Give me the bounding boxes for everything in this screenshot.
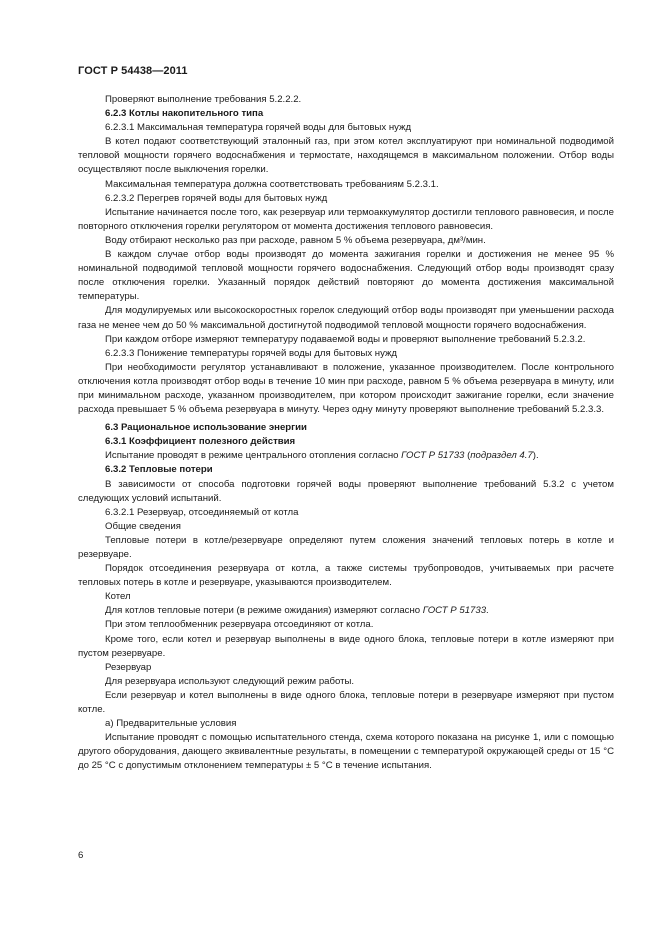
paragraph: При каждом отборе измеряют температуру подаваемой воды и проверяют выполнение требований 5.2.3.2. <box>105 333 586 345</box>
paragraph <box>78 604 614 618</box>
text-run: . <box>486 605 489 617</box>
text-run: ( <box>464 450 471 462</box>
paragraph: При этом теплообменник резервуара отсоединяют от котла. <box>105 619 374 631</box>
paragraph: При необходимости регулятор устанавливают в положение, указанное производителем. После контрольного отключения котла производят отбор воды в течение 10 мин при расходе, равном 5 % объема резервуара в минуту, или при минимальном расходе, указанном производителем, при котором происходит зажигание горелки, если значение расхода превышает 5 % объема резервуара в минуту. Через одну минуту проверяют выполнение требований 5.2.3.3. <box>78 361 614 416</box>
reference-link: ГОСТ Р 51733 <box>401 450 465 462</box>
paragraph: Порядок отсоединения резервуара от котла, а также системы трубопроводов, учитываемых при расчете тепловых потерь в котле и резервуаре, указываются производителем. <box>78 563 614 589</box>
subsection-heading: 6.2.3.1 Максимальная температура горячей воды для бытовых нужд <box>105 122 412 134</box>
subsection-heading: 6.2.3.2 Перегрев горячей воды для бытовых нужд <box>105 192 328 204</box>
paragraph: Для резервуара используют следующий режим работы. <box>105 675 355 687</box>
document-header: ГОСТ Р 54438—2011 <box>78 65 188 77</box>
paragraph: Кроме того, если котел и резервуар выполнены в виде одного блока, тепловые потери в котле измеряют при пустом резервуаре. <box>78 633 614 659</box>
section-heading: 6.2.3 Котлы накопительного типа <box>105 108 264 120</box>
section-heading: 6.3.2 Тепловые потери <box>105 464 213 476</box>
subsection-heading: 6.2.3.3 Понижение температуры горячей воды для бытовых нужд <box>105 347 398 359</box>
paragraph: В зависимости от способа подготовки горячей воды проверяют выполнение требований 5.3.2 с учетом следующих условий испытаний. <box>78 478 614 504</box>
section-heading: 6.3.1 Коэффициент полезного действия <box>105 436 296 448</box>
paragraph: Для модулируемых или высокоскоростных горелок следующий отбор воды производят при уменьшении расхода газа не менее чем до 50 % максимальной достигнутой подводимой тепловой мощности горячего водоснабжения. <box>78 305 614 331</box>
subsection-heading: 6.3.2.1 Резервуар, отсоединяемый от котла <box>105 506 299 518</box>
reference-link: ГОСТ Р 51733 <box>422 605 487 617</box>
section-heading: 6.3 Рациональное использование энергии <box>105 422 307 434</box>
page-number: 6 <box>78 850 84 861</box>
paragraph: Испытание проводят с помощью испытательного стенда, схема которого показана на рисунке 1, или с помощью другого оборудования, дающего эквивалентные результаты, в помещении с температурой окружающей среды от 15 °C до 25 °C с допустимым отклонением температуры ± 5 °C в течение испытания. <box>78 732 614 772</box>
paragraph: Тепловые потери в котле/резервуаре определяют путем сложения значений тепловых потерь в котле и резервуаре. <box>78 534 614 560</box>
text-run: Для котлов тепловые потери (в режиме ожидания) измеряют согласно <box>105 605 423 617</box>
list-item: а) Предварительные условия <box>105 718 237 730</box>
subheading: Общие сведения <box>105 520 181 532</box>
paragraph: Воду отбирают несколько раз при расходе, равном 5 % объема резервуара, дм³/мин. <box>105 234 486 246</box>
text-run: Испытание проводят в режиме центрального отопления согласно <box>105 450 402 462</box>
paragraph <box>78 449 614 463</box>
subheading: Котел <box>105 591 131 603</box>
paragraph: В каждом случае отбор воды производят до момента зажигания горелки и достижения не менее 95 % номинальной подводимой тепловой мощности горячего водоснабжения. Следующий отбор воды производят сразу после отключения горелки. Указанный порядок действий повторяют до момента достижения максимальной температуры. <box>78 249 614 303</box>
paragraph: Если резервуар и котел выполнены в виде одного блока, тепловые потери в резервуаре измеряют при пустом котле. <box>78 689 614 716</box>
subheading: Резервуар <box>105 661 152 673</box>
text-run: ). <box>532 450 539 462</box>
paragraph: Испытание начинается после того, как резервуар или термоаккумулятор достигли теплового равновесия, и после повторного отключения горелки регулятором от момента достижения теплового равновесия. <box>78 206 614 232</box>
paragraph: Максимальная температура должна соответствовать требованиям 5.2.3.1. <box>105 178 439 190</box>
paragraph: В котел подают соответствующий эталонный газ, при этом котел эксплуатируют при номинальной подводимой тепловой мощности горячего водоснабжения и термостате, находящемся в максимальном положении. Отбор воды осуществляют после выключения горелки. <box>78 136 614 176</box>
reference-link: подраздел 4.7 <box>470 450 533 462</box>
paragraph: Проверяют выполнение требования 5.2.2.2. <box>105 94 302 105</box>
document-body <box>78 93 614 774</box>
